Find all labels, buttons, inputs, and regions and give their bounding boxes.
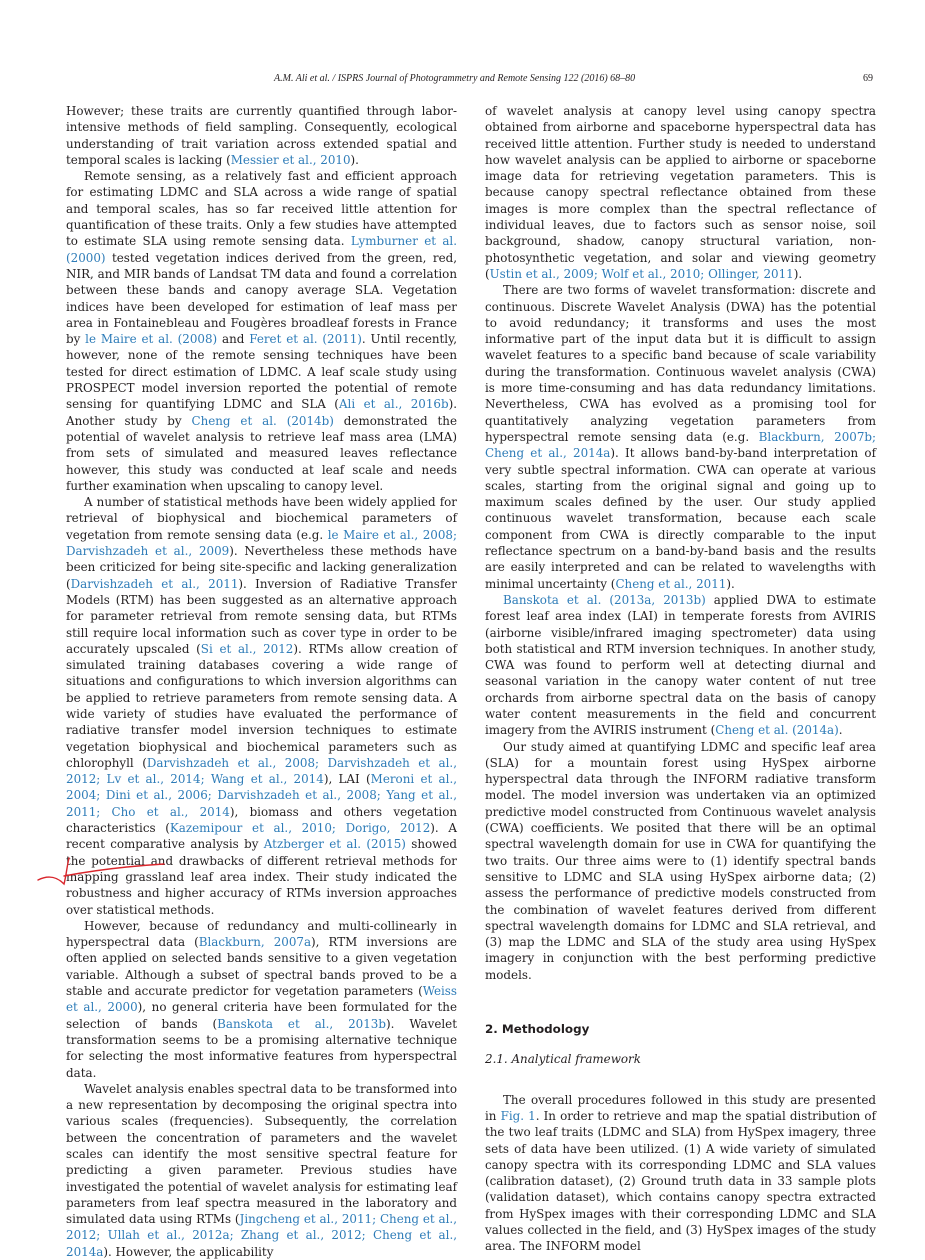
body-text: ), RTM inversions are often applied on selected bands sensitive to a given vegetation variable. Although a subset of spectral bands proved to be a stable and accurate predictor for vegetation parameters ( [66,935,457,999]
subsection-heading: 2.1. Analytical framework [485,1052,641,1067]
left-column [66,103,457,1260]
body-text: ), no general criteria have been formulated for the selection of bands ( [66,1000,457,1031]
citation-link[interactable]: Cheng et al. (2014b) [191,413,334,428]
body-text: Remote sensing, as a relatively fast and efficient approach for estimating LDMC and SLA across a wide range of spatial and temporal scales, has so far received little attention for quantification of these traits. Only a few studies have attempted to estimate SLA using remote sensing data. [66,169,457,249]
citation-link[interactable]: Ustin et al., 2009; Wolf et al., 2010; Ollinger, 2011 [489,266,794,281]
citation-link[interactable]: Banskota et al. (2013a, 2013b) [503,592,706,607]
citation-link[interactable]: le Maire et al., 2008; Darvishzadeh et al., 2009 [66,527,457,559]
citation-link[interactable]: Fig. 1 [500,1108,536,1123]
body-text: However, because of redundancy and multi-collinearly in hyperspectral data ( [66,918,457,950]
body-text: ). Nevertheless these methods have been criticized for being site-specific and lacking generalization ( [66,544,457,591]
body-text: ). Inversion of Radiative Transfer Models (RTM) has been suggested as an alternative approach for parameter retrieval from remote sensing data, but RTMs still require local information such as cover type in order to be accurately upscaled ( [66,576,457,656]
body-text: Our study aimed at quantifying LDMC and specific leaf area (SLA) for a mountain forest using HySpex airborne hyperspectral data through the INFORM radiative transform model. The model inversion was undertaken via an optimized predictive model constructed from Continuous wavelet analysis (CWA) coefficients. We posited that there will be an optimal spectral wavelength domain for use in CWA for quantifying the two traits. Our three aims were to (1) identify spectral bands sensitive to LDMC and SLA using HySpex airborne data; (2) assess the performance of predictive models constructed from the combination of wavelet features derived from different spectral wavelength domains for LDMC and SLA retrieval, and (3) map the LDMC and SLA of the study area using HySpex imagery in conjunction with the best performing predictive models. [485,739,876,982]
paragraph [66,1081,457,1260]
citation-link[interactable]: le Maire et al. (2008) [85,332,218,347]
paragraph [66,103,457,168]
body-text: showed the potential and drawbacks of different retrieval methods for mapping grassland leaf area index. Their study indicated the robustness and higher accuracy of RTMs inversion approaches over statistical methods. [66,837,458,917]
citation-link[interactable]: Darvishzadeh et al., 2011 [70,576,239,591]
citation-link[interactable]: Cheng et al., 2011 [615,576,727,591]
citation-link[interactable]: Cheng et al. (2014a) [715,723,839,738]
running-header [0,73,925,89]
paragraph [66,918,457,1081]
citation-link[interactable]: Lymburner et al. (2000) [66,234,458,265]
page-number: 69 [863,73,873,84]
body-text: ), LAI ( [323,772,371,787]
body-text: ). RTMs allow creation of simulated training databases covering a wide range of situations and configurations to which inversion algorithms can be applied to retrieve parameters from remote sensing data. A wide variety of studies have evaluated the performance of radiative transfer model inversion techniques to estimate vegetation biophysical and biochemical parameters such as chlorophyll ( [66,641,457,770]
body-text: applied DWA to estimate forest leaf area index (LAI) in temperate forests from AVIRIS (airborne visible/infrared imaging spectrometer) data using both statistical and RTM inversion techniques. In another study, CWA was found to perform well at detecting diurnal and seasonal variation in the canopy water content of nut tree orchards from airborne spectral data on the basis of canopy water content measurements in the field and concurrent imagery from the AVIRIS instrument ( [485,592,876,738]
citation-link[interactable]: Ali et al., 2016b [338,397,449,412]
paragraph [66,494,457,918]
body-text: . In order to retrieve and map the spatial distribution of the two leaf traits (LDMC and SLA) from HySpex imagery, three sets of data have been utilized. (1) A wide variety of simulated canopy spectra with its corresponding LDMC and SLA values (calibration dataset), (2) Ground truth data in 33 sample plots (validation dataset), which contains canopy spectra extracted from HySpex images with their corresponding LDMC and SLA values collected in the field, and (3) HySpex images of the study area. The INFORM model [485,1108,876,1254]
body-text: However; these traits are currently quantified through labor-intensive methods of field sampling. Consequently, ecological understanding of trait variation across extended spatial and temporal scales is lacking ( [66,104,457,167]
paragraph [485,282,876,592]
body-text: A number of statistical methods have been widely applied for retrieval of biophysical and biochemical parameters of vegetation from remote sensing data (e.g. [66,495,457,542]
citation-link[interactable]: Darvishzadeh et al., 2008; Darvishzadeh et al., 2012; Lv et al., 2014; Wang et al., 2014 [66,755,457,787]
body-text: . [838,723,843,738]
paragraph [485,739,876,983]
section-heading: 2. Methodology [485,1022,590,1037]
body-text: The overall procedures followed in this study are presented in [485,1092,876,1123]
body-text: Wavelet analysis enables spectral data to be transformed into a new representation by decomposing the original spectra into various scales (frequencies). Subsequently, the correlation between the concentration of parameters and the wavelet scales can identify the most sensitive spectral feature for predicting a given parameter. Previous studies have investigated the potential of wavelet analysis for estimating leaf parameters from leaf spectra measured in the laboratory and simulated data using RTMs ( [66,1081,457,1227]
body-text: . Until recently, however, none of the remote sensing techniques have been tested for direct estimation of LDMC. A leaf scale study using PROSPECT model inversion reported the potential of remote sensing for quantifying LDMC and SLA ( [66,332,458,412]
body-text: demonstrated the potential of wavelet analysis to retrieve leaf mass area (LMA) from sets of simulated and measured leaves reflectance however, this study was conducted at leaf scale and needs further examination when upscaling to canopy level. [66,413,457,493]
citation-link[interactable]: Blackburn, 2007a [198,935,312,950]
citation-link[interactable]: Atzberger et al. (2015) [263,837,406,852]
body-text: ). [793,266,803,281]
right-column [485,103,876,1255]
journal-citation: A.M. Ali et al. / ISPRS Journal of Photogrammetry and Remote Sensing 122 (2016) 68–80 [274,73,636,84]
body-text: of wavelet analysis at canopy level using canopy spectra obtained from airborne and spaceborne hyperspectral data has received little attention. Further study is needed to understand how wavelet analysis can be applied to airborne or spaceborne image data for retrieving vegetation parameters. This is because canopy spectral reflectance obtained from these images is more complex than the spectral reflectance of individual leaves, due to factors such as sensor noise, soil background, shadow, canopy structural variation, non-photosynthetic vegetation, and solar and viewing geometry ( [485,104,876,281]
citation-link[interactable]: Si et al., 2012 [200,641,294,656]
citation-link[interactable]: Banskota et al., 2013b [217,1016,386,1031]
body-text: tested vegetation indices derived from the green, red, NIR, and MIR bands of Landsat TM data and found a correlation between these bands and canopy average SLA. Vegetation indices have been developed for estimation of leaf mass per area in Fontainebleau and Fougères broadleaf forests in France by [66,250,457,347]
body-text: ). A recent comparative analysis by [66,821,457,852]
body-text: ). [726,576,735,591]
paragraph [485,103,876,282]
body-text: ). It allows band-by-band interpretation of very subtle spectral information. CWA can operate at various scales, starting from the original signal and going up to maximum scales defined by the user. Our study applied continuous wavelet transformation, because each scale component from CWA is directly comparable to the input reflectance spectrum on a band-by-band basis and the results are easily interpreted and can be related to wavelengths with minimal uncertainty ( [485,446,876,591]
body-text: ). Another study by [66,397,458,428]
body-text: ). Wavelet transformation seems to be a promising alternative technique for selecting the most informative features from hyperspectral data. [66,1016,457,1080]
citation-link[interactable]: Kazemipour et al., 2010; Dorigo, 2012 [169,821,431,836]
body-text: and [217,332,250,347]
body-text: There are two forms of wavelet transformation: discrete and continuous. Discrete Wavelet Analysis (DWA) has the potential to avoid redundancy; it transforms and uses the most informative part of the input data but it is difficult to assign wavelet features to a specific band because of scale variability during the transformation. Continuous wavelet analysis (CWA) is more time-consuming and has data redundancy limitations. Nevertheless, CWA has evolved as a promising tool for quantitatively analyzing vegetation parameters from hyperspectral remote sensing data (e.g. [485,283,876,444]
body-text: ), biomass and others vegetation characteristics ( [66,804,458,836]
paragraph [66,168,457,494]
paragraph [485,592,876,739]
body-text: ). However, the applicability [103,1244,274,1259]
citation-link[interactable]: Weiss et al., 2000 [66,984,457,1015]
paragraph [485,1092,876,1255]
citation-link[interactable]: Messier et al., 2010 [230,152,351,167]
citation-link[interactable]: Feret et al. (2011) [249,332,362,347]
body-text: ). [350,152,359,167]
citation-link[interactable]: Meroni et al., 2004; Dini et al., 2006; Darvishzadeh et al., 2008; Yang et al., 2011; Cho et al., 2014 [66,772,458,819]
citation-link[interactable]: Jingcheng et al., 2011; Cheng et al., 2012; Ullah et al., 2012a; Zhang et al., 2012; Cheng et al., 2014a [66,1212,457,1259]
citation-link[interactable]: Blackburn, 2007b; Cheng et al., 2014a [485,429,877,461]
